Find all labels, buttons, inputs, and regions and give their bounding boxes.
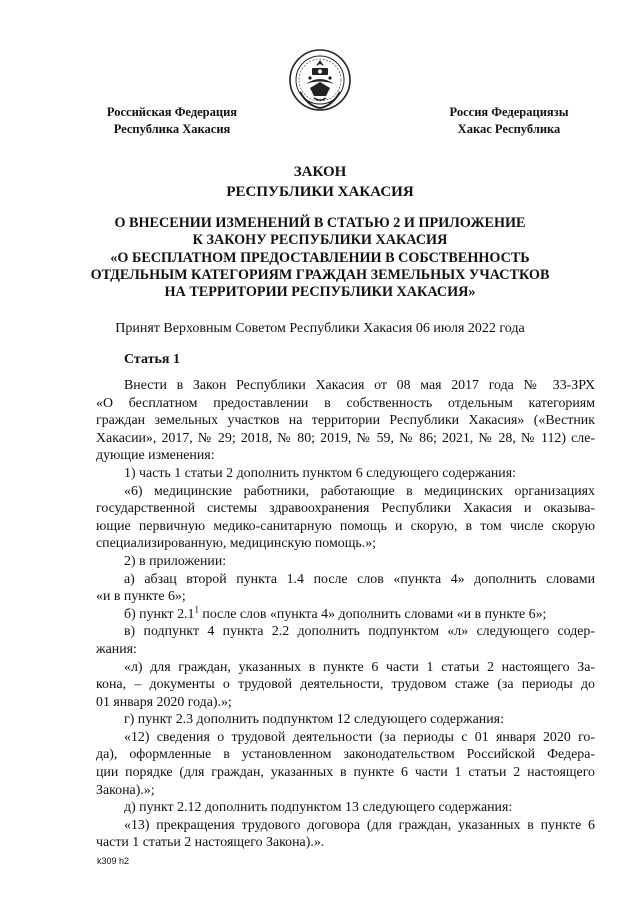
body-line: ющие первичную медико-санитарную помощь и скорую, в том числе скорую <box>96 518 595 534</box>
body-line: части 1 статьи 2 настоящего Закона).». <box>96 835 325 851</box>
header-left <box>92 104 252 138</box>
law-title-line-1: ЗАКОН <box>293 164 347 180</box>
law-subject-line-4: ОТДЕЛЬНЫМ КАТЕГОРИЯМ ГРАЖДАН ЗЕМЕЛЬНЫХ УЧАСТКОВ <box>90 266 550 283</box>
body-line: 1) часть 1 статьи 2 дополнить пунктом 6 следующего содержания: <box>124 465 516 481</box>
superscript: 1 <box>194 604 199 615</box>
body-line <box>96 606 595 624</box>
body-line: а) абзац второй пункта 1.4 после слов «пункта 4» дополнить словами <box>124 571 595 587</box>
body-line: граждан земельных участков на территории Республики Хакасия» («Вестник <box>96 413 595 429</box>
body-line: «О бесплатном предоставлении в собственность отдельным категориям <box>96 395 595 411</box>
header-right-line-1: Россия Федерациязы <box>449 105 569 119</box>
article-body <box>96 377 595 852</box>
body-line: ции порядке (для граждан, указанных в пункте 6 части 1 статьи 2 настоящего <box>96 765 595 781</box>
header-right <box>443 104 575 138</box>
body-line: «и в пункте 6»; <box>96 589 186 605</box>
body-line: Внести в Закон Республики Хакасия от 08 мая 2017 года № 33-ЗРХ <box>124 378 595 393</box>
header-left-line-2: Республика Хакасия <box>113 122 231 136</box>
body-line: г) пункт 2.3 дополнить подпунктом 12 следующего содержания: <box>124 712 504 728</box>
body-line: 2) в приложении: <box>124 553 227 569</box>
body-line: «12) сведения о трудовой деятельности (за периоды с 01 января 2020 го- <box>124 729 595 745</box>
body-line: 01 января 2020 года).»; <box>96 694 232 710</box>
body-line: «л) для граждан, указанных в пункте 6 части 1 статьи 2 настоящего За- <box>124 659 595 675</box>
khakassia-coat-of-arms-icon <box>288 48 352 112</box>
body-line: в) подпункт 4 пункта 2.2 дополнить подпунктом «л» следующего содер- <box>124 624 595 640</box>
law-title <box>0 162 640 202</box>
body-line-part: после слов «пункта 4» дополнить словами «и в пункте 6»; <box>198 606 547 622</box>
law-subject <box>0 215 640 301</box>
header-right-line-2: Хакас Республика <box>457 122 561 136</box>
body-line: да), оформленные в установленном законодательством Российской Федера- <box>96 747 595 763</box>
body-line: д) пункт 2.12 дополнить подпунктом 13 следующего содержания: <box>124 800 513 816</box>
law-subject-line-1: О ВНЕСЕНИИ ИЗМЕНЕНИЙ В СТАТЬЮ 2 И ПРИЛОЖЕНИЕ <box>114 215 526 231</box>
body-line: «13) прекращения трудового договора (для граждан, указанных в пункте 6 <box>124 817 595 833</box>
article-heading: Статья 1 <box>124 352 180 367</box>
body-line: государственной системы здравоохранения Республики Хакасия и оказыва- <box>96 501 595 517</box>
body-line: кона, – документы о трудовой деятельности, трудовом стаже (за периоды до <box>96 677 595 693</box>
law-subject-line-2: К ЗАКОНУ РЕСПУБЛИКИ ХАКАСИЯ <box>192 232 448 249</box>
body-line: специализированную, медицинскую помощь.»; <box>96 536 377 552</box>
document-code: k309 h2 <box>97 856 130 866</box>
header-left-line-1: Российская Федерация <box>106 105 238 119</box>
body-line: Закона).»; <box>96 782 155 798</box>
law-title-line-2: РЕСПУБЛИКИ ХАКАСИЯ <box>226 184 414 200</box>
law-subject-line-5: НА ТЕРРИТОРИИ РЕСПУБЛИКИ ХАКАСИЯ» <box>164 284 476 301</box>
body-line: Хакасии», 2017, № 29; 2018, № 80; 2019, № 59, № 86; 2021, № 28, № 112) сле- <box>96 430 595 446</box>
body-line: дующие изменения: <box>96 448 215 464</box>
body-line: жания: <box>96 641 137 657</box>
body-line-part: б) пункт 2.1 <box>124 606 195 622</box>
adoption-statement: Принят Верховным Советом Республики Хакасия 06 июля 2022 года <box>115 321 525 336</box>
law-subject-line-3: «О БЕСПЛАТНОМ ПРЕДОСТАВЛЕНИИ В СОБСТВЕННОСТЬ <box>110 249 530 266</box>
body-line: «6) медицинские работники, работающие в медицинских организациях <box>124 483 595 499</box>
